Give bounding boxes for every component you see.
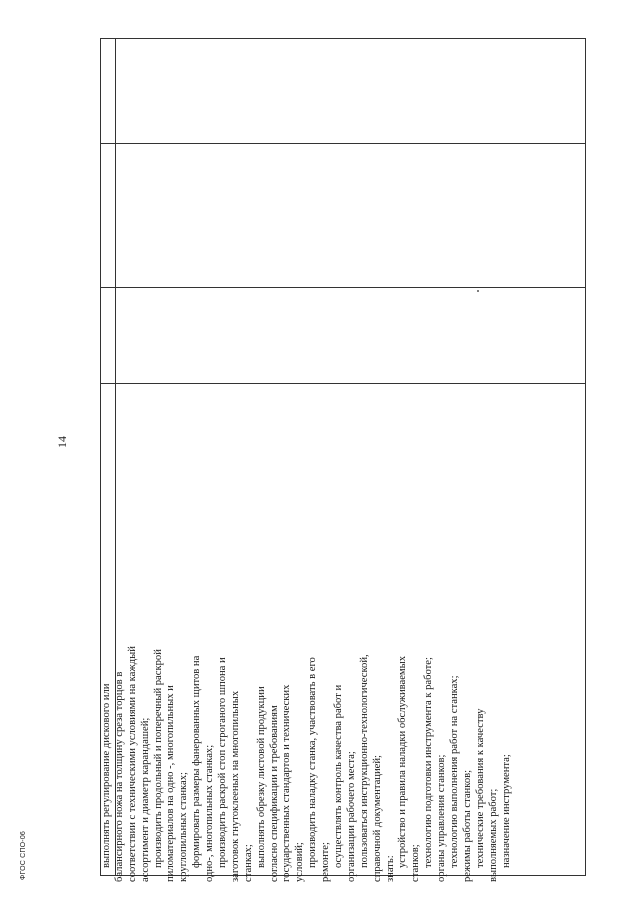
text-line: формировать размеры фанерованных щитов на (191, 655, 203, 868)
text-line: производить продольный и поперечный раскрой (152, 649, 164, 868)
scan-speck (477, 290, 479, 292)
table-row-divider-2 (101, 287, 585, 288)
text-line: одно-, многопильных станках; (204, 744, 216, 882)
text-line: ассортимент и диаметр карандашей; (139, 717, 151, 882)
text-line: организации рабочего места; (345, 751, 357, 882)
text-line: производить раскрой стоп строганого шпона и (217, 657, 229, 868)
text-line: государственных стандартов и технических (281, 684, 293, 882)
text-line: органы управления станков; (436, 754, 448, 882)
text-line: пользоваться инструкционно-технологической, (358, 654, 370, 868)
text-line: условий; (294, 842, 306, 882)
text-line: технологию подготовки инструмента к работе; (423, 657, 435, 868)
text-line: балансирного ножа на толщину среза торцов в (113, 671, 125, 882)
footer-document-code: ФГОС СПО-06 (20, 830, 27, 880)
text-line: режимы работы станков; (461, 769, 473, 882)
table-row-divider-1 (101, 383, 585, 384)
text-line: соответствии с техническими условиями на каждый (126, 646, 138, 882)
text-line: выполняемых работ; (487, 788, 499, 882)
text-line: устройство и правила наладки обслуживаемых (397, 655, 409, 868)
competency-text-block (101, 552, 514, 882)
text-line: заготовок гнутоклееных на многопильных (229, 690, 241, 882)
text-line: станках; (242, 844, 254, 882)
text-line: выполнять регулирование дискового или (101, 683, 112, 868)
text-line: согласно спецификации и требованиям (268, 705, 280, 882)
text-line: выполнять обрезку листовой продукции (255, 686, 267, 868)
text-line: станков; (410, 844, 422, 882)
text-line: справочной документацией; (371, 755, 383, 882)
text-line: технические требования к качеству (474, 708, 486, 868)
text-line: круглопильных станках; (178, 772, 190, 882)
text-line: назначение инструмента; (500, 754, 512, 868)
text-line: технологию выполнения работ на станках; (449, 675, 461, 868)
page-number: 14 (55, 436, 69, 448)
text-line: знать: (384, 855, 396, 882)
text-line: пиломатериалов на одно -, многопильных и (165, 685, 177, 882)
text-line: производить наладку станка, участвовать в его (307, 657, 319, 868)
text-line: ремонте; (320, 842, 332, 882)
text-line: осуществлять контроль качества работ и (333, 684, 345, 868)
table-row-divider-3 (101, 143, 585, 144)
